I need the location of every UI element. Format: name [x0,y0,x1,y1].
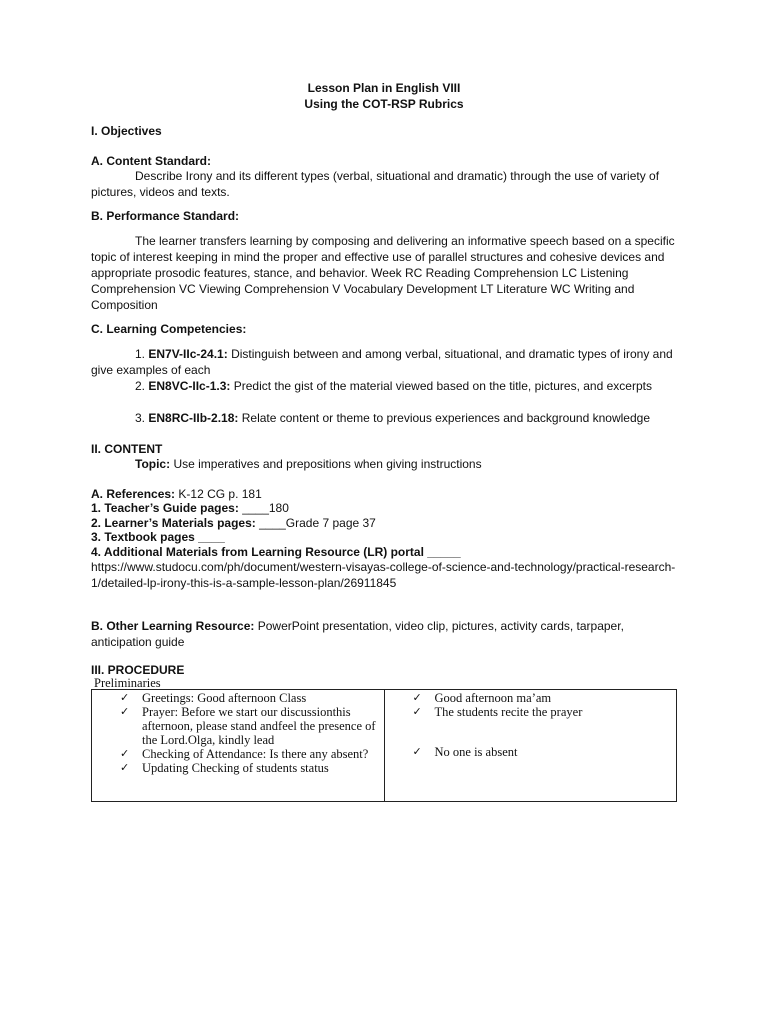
competency-item [91,410,681,426]
competency-code: EN7V-IIc-24.1: [148,347,228,361]
blank-row [411,719,673,733]
student-column [384,690,677,802]
student-item: ✓ The students recite the prayer [411,705,673,719]
topic-text: Use imperatives and prepositions when giving instructions [173,457,482,471]
teacher-column [92,690,385,802]
objectives-heading: I. Objectives [91,124,162,138]
procedure-heading: III. PROCEDURE [91,663,185,677]
competency-code: EN8RC-IIb-2.18: [148,411,239,425]
other-resource-line [91,618,681,650]
additional-materials-label: 4. Additional Materials from Learning Resource (LR) portal _____ [91,545,461,559]
topic-line [91,456,681,472]
teacher-item: ✓ Updating Checking of students status [118,761,380,775]
references-text: K-12 CG p. 181 [178,487,262,501]
preliminaries-table [91,689,677,802]
content-heading: II. CONTENT [91,442,163,456]
competency-code: EN8VC-IIc-1.3: [148,379,231,393]
performance-standard-text: The learner transfers learning by composing and delivering an informative speech based on a specific topic of interest keeping in mind the proper and effective use of parallel structures and cohesive devices and appropriate prosodic features, stance, and behavior. Week RC Reading Comprehension LC Listening Comprehension VC Viewing Comprehension V Vocabulary Development LT Literature WC Writing and Composition [91,234,675,312]
other-resource-label: B. Other Learning Resource: [91,619,255,633]
competency-text: Distinguish between and among verbal, situational, and dramatic types of irony and give examples of each [91,347,673,377]
content-standard-label: A. Content Standard: [91,154,211,168]
document-title: Lesson Plan in English VIII [307,81,461,95]
competency-number: 2. [135,379,146,393]
references-label: A. References: [91,487,176,501]
teachers-guide-line [91,500,681,516]
blank-row-2 [411,733,673,745]
student-item: ✓ No one is absent [411,745,673,759]
learners-materials-label: 2. Learner’s Materials pages: [91,516,256,530]
competency-text: Relate content or theme to previous experiences and background knowledge [241,411,650,425]
teacher-item: ✓ Prayer: Before we start our discussionthis afternoon, please stand andfeel the presence of the Lord.Olga, kindly lead [118,705,380,747]
topic-label: Topic: [135,457,171,471]
competency-text: Predict the gist of the material viewed based on the title, pictures, and excerpts [233,379,652,393]
document-subtitle: Using the COT-RSP Rubrics [304,97,464,111]
other-resource-text: PowerPoint presentation, video clip, pictures, activity cards, tarpaper, anticipation guide [91,619,624,649]
preliminaries-label: Preliminaries [94,676,161,690]
teachers-guide-label: 1. Teacher’s Guide pages: [91,501,239,515]
competency-number: 3. [135,411,146,425]
content-standard-text: Describe Irony and its different types (verbal, situational and dramatic) through the use of variety of pictures, videos and texts. [91,169,660,199]
performance-standard-label: B. Performance Standard: [91,209,240,223]
teachers-guide-text: ____180 [242,501,289,515]
learners-materials-text: ____Grade 7 page 37 [259,516,376,530]
competencies-label: C. Learning Competencies: [91,322,247,336]
additional-materials-url[interactable]: https://www.studocu.com/ph/document/western-visayas-college-of-science-and-technology/practical-research-1/detailed-lp-irony-this-is-a-sample-lesson-plan/26911845 [91,560,676,590]
competency-number: 1. [135,347,146,361]
competency-item [91,346,681,378]
teacher-item: ✓ Greetings: Good afternoon Class [118,691,380,705]
teacher-item: ✓ Checking of Attendance: Is there any absent? [118,747,380,761]
competency-item [91,378,681,394]
textbook-pages-label: 3. Textbook pages ____ [91,530,225,544]
student-item: ✓ Good afternoon ma’am [411,691,673,705]
